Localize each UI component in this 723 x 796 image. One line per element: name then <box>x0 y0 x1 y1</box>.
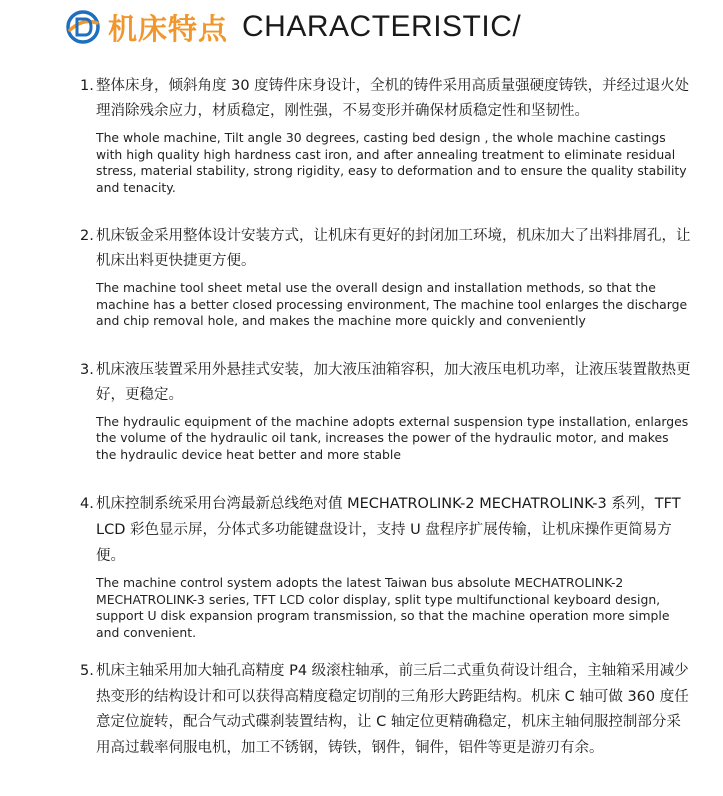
item-number: 5. <box>80 663 94 679</box>
page-header <box>66 6 521 48</box>
item-chinese-text <box>80 74 692 124</box>
item-english-text: The hydraulic equipment of the machine adopts external suspension type installation, enlarges the volume of the hydraulic oil tank, increases the power of the hydraulic motor, and makes the hydraulic device heat better and more stable <box>96 413 689 462</box>
item-chinese-text <box>80 659 692 761</box>
page-title-en: CHARACTERISTIC/ <box>242 10 522 43</box>
list-item <box>80 74 692 196</box>
item-cn-body: 机床钣金采用整体设计安装方式，让机床有更好的封闭加工环境，机床加大了出料排屑孔，让机床出料更快捷更方便。 <box>96 228 691 269</box>
page-title-cn: 机床特点 <box>108 11 229 46</box>
item-chinese-text <box>80 224 692 274</box>
item-english-text: The machine control system adopts the latest Taiwan bus absolute MECHATROLINK-2 MECHATROLINK-3 series, TFT LCD color display, split type multifunctional keyboard design, support U disk expansion program transmission, so that the machine operation more simple and convenient. <box>96 575 670 640</box>
item-chinese-text <box>80 491 692 569</box>
item-number: 2. <box>80 228 94 244</box>
list-item <box>80 491 692 641</box>
item-chinese-text <box>80 358 692 408</box>
list-item <box>80 659 692 761</box>
characteristics-list <box>80 74 692 761</box>
item-english-text: The whole machine, Tilt angle 30 degrees, casting bed design , the whole machine castings with high quality high hardness cast iron, and after annealing treatment to eliminate residual stress, material stability, strong rigidity, easy to deformation and to ensure the quality stability and tenacity. <box>96 130 687 195</box>
item-number: 1. <box>80 78 94 94</box>
list-item <box>80 358 692 464</box>
item-english-text: The machine tool sheet metal use the overall design and installation methods, so that the machine has a better closed processing environment, The machine tool enlarges the discharge and chip removal hole, and makes the machine more quickly and conveniently <box>96 280 688 328</box>
item-cn-body: 机床控制系统采用台湾最新总线绝对值 MECHATROLINK-2 MECHATROLINK-3 系列，TFT LCD 彩色显示屏，分体式多功能键盘设计，支持 U 盘程序扩展传输，让机床操作更简易方便。 <box>96 496 681 564</box>
list-item <box>80 224 692 330</box>
brand-logo-icon <box>66 10 100 44</box>
item-cn-body: 机床液压装置采用外悬挂式安装，加大液压油箱容积，加大液压电机功率，让液压装置散热更好，更稳定。 <box>96 361 691 403</box>
item-cn-body: 机床主轴采用加大轴孔高精度 P4 级滚柱轴承，前三后二式重负荷设计组合，主轴箱采用减少热变形的结构设计和可以获得高精度稳定切削的三角形大跨距结构。机床 C 轴可做 360 度任意定位旋转，配合气动式碟刹装置结构，让 C 轴定位更精确稳定，机床主轴伺服控制部分采用高过载率伺服电机，加工不锈钢，铸铁，钢件，铜件，铝件等更是游刃有余。 <box>96 663 689 756</box>
item-number: 4. <box>80 496 94 512</box>
item-cn-body: 整体床身，倾斜角度 30 度铸件床身设计，全机的铸件采用高质量强硬度铸铁，并经过退火处理消除残余应力，材质稳定，刚性强，不易变形并确保材质稳定性和坚韧性。 <box>96 78 690 119</box>
item-number: 3. <box>80 361 94 378</box>
